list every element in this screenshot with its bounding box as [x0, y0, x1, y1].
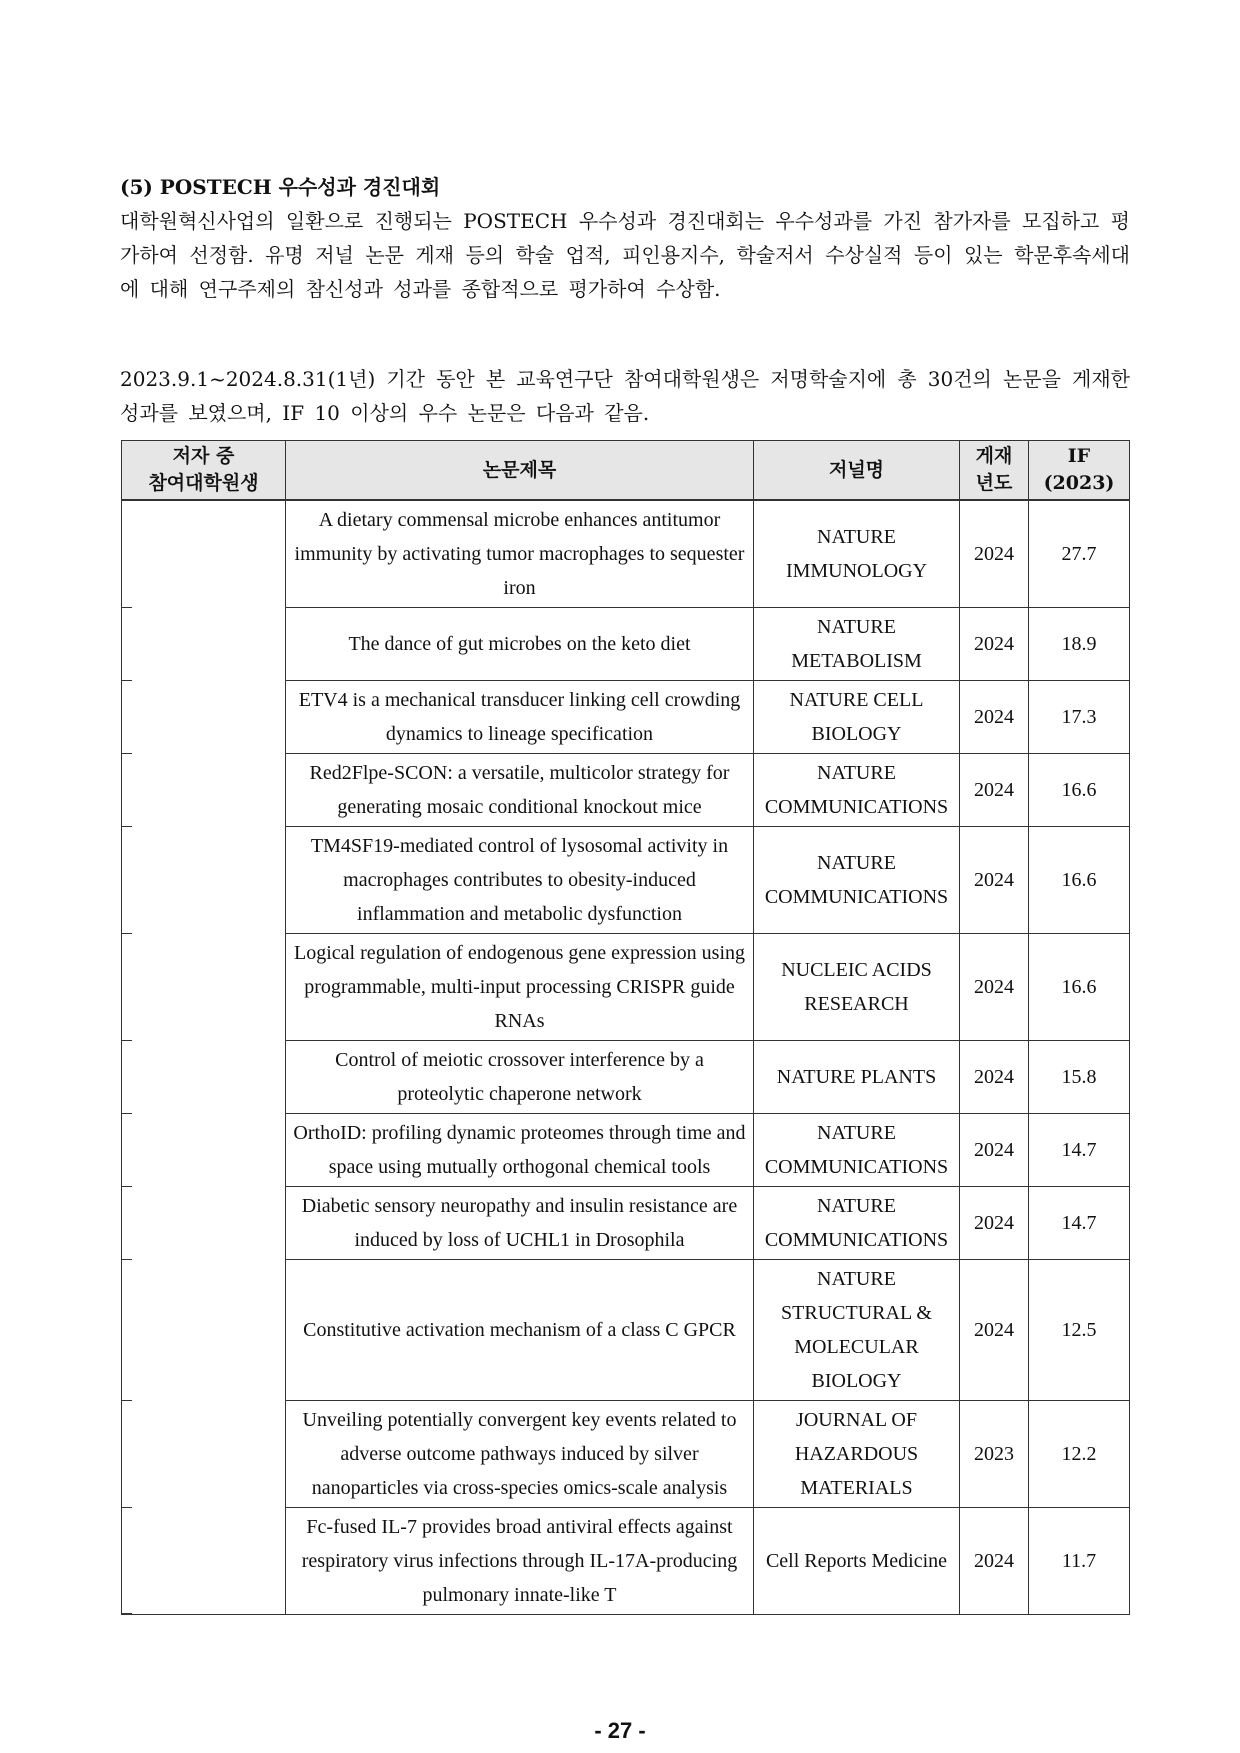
cell-author — [122, 1260, 286, 1401]
cell-journal: NATURE METABOLISM — [754, 608, 960, 681]
cell-title: Diabetic sensory neuropathy and insulin resistance are induced by loss of UCHL1 in Drosophila — [286, 1187, 754, 1260]
cell-journal: Cell Reports Medicine — [754, 1508, 960, 1615]
summary-paragraph: 2023.9.1~2024.8.31(1년) 기간 동안 본 교육연구단 참여대학원생은 저명학술지에 총 30건의 논문을 게재한 성과를 보였으며, IF 10 이상의 우수 논문은 다음과 같음. — [120, 367, 1130, 425]
cell-author — [122, 1508, 286, 1615]
header-author-line2: 참여대학원생 — [148, 472, 259, 494]
cell-year: 2024 — [960, 827, 1029, 934]
cell-journal: NATURE STRUCTURAL & MOLECULAR BIOLOGY — [754, 1260, 960, 1401]
cell-title: Constitutive activation mechanism of a class C GPCR — [286, 1260, 754, 1401]
cell-impact-factor: 11.7 — [1029, 1508, 1130, 1615]
cell-journal: NATURE IMMUNOLOGY — [754, 500, 960, 608]
cell-year: 2024 — [960, 608, 1029, 681]
row-separator-tick — [122, 1613, 132, 1614]
cell-journal: NATURE CELL BIOLOGY — [754, 681, 960, 754]
table-row — [122, 1401, 1130, 1508]
cell-impact-factor: 16.6 — [1029, 754, 1130, 827]
cell-title: Red2Flpe-SCON: a versatile, multicolor strategy for generating mosaic conditional knockout mice — [286, 754, 754, 827]
cell-impact-factor: 12.2 — [1029, 1401, 1130, 1508]
table-row — [122, 934, 1130, 1041]
cell-journal: NUCLEIC ACIDS RESEARCH — [754, 934, 960, 1041]
cell-author — [122, 1114, 286, 1187]
cell-year: 2023 — [960, 1401, 1029, 1508]
cell-year: 2024 — [960, 1187, 1029, 1260]
cell-title: OrthoID: profiling dynamic proteomes through time and space using mutually orthogonal chemical tools — [286, 1114, 754, 1187]
cell-author — [122, 1041, 286, 1114]
cell-author — [122, 1401, 286, 1508]
cell-journal: NATURE COMMUNICATIONS — [754, 1187, 960, 1260]
papers-table — [121, 440, 1130, 1615]
table-row — [122, 1041, 1130, 1114]
header-author — [122, 441, 286, 501]
table-body — [122, 500, 1130, 1615]
cell-impact-factor: 18.9 — [1029, 608, 1130, 681]
cell-author — [122, 827, 286, 934]
cell-title: Fc-fused IL-7 provides broad antiviral effects against respiratory virus infections through IL-17A-producing pulmonary innate-like T — [286, 1508, 754, 1615]
cell-title: The dance of gut microbes on the keto diet — [286, 608, 754, 681]
cell-year: 2024 — [960, 1114, 1029, 1187]
cell-impact-factor: 14.7 — [1029, 1114, 1130, 1187]
cell-author — [122, 754, 286, 827]
header-year — [960, 441, 1029, 501]
section-heading: (5) POSTECH 우수성과 경진대회 — [120, 175, 441, 199]
cell-year: 2024 — [960, 1260, 1029, 1401]
header-year-line2: 년도 — [975, 472, 1013, 494]
table-row — [122, 754, 1130, 827]
table-row — [122, 1260, 1130, 1401]
cell-impact-factor: 12.5 — [1029, 1260, 1130, 1401]
table-row — [122, 1187, 1130, 1260]
cell-impact-factor: 27.7 — [1029, 500, 1130, 608]
cell-impact-factor: 17.3 — [1029, 681, 1130, 754]
cell-year: 2024 — [960, 1508, 1029, 1615]
table-row — [122, 500, 1130, 608]
cell-title: Logical regulation of endogenous gene expression using programmable, multi-input processing CRISPR guide RNAs — [286, 934, 754, 1041]
cell-author — [122, 608, 286, 681]
cell-journal: NATURE COMMUNICATIONS — [754, 827, 960, 934]
table-row — [122, 1508, 1130, 1615]
table-row — [122, 608, 1130, 681]
cell-title: ETV4 is a mechanical transducer linking cell crowding dynamics to lineage specification — [286, 681, 754, 754]
table-header-row — [122, 441, 1130, 501]
header-author-line1: 저자 중 — [172, 445, 235, 467]
header-journal: 저널명 — [754, 441, 960, 501]
header-if-line2: (2023) — [1043, 472, 1115, 494]
cell-title: TM4SF19-mediated control of lysosomal activity in macrophages contributes to obesity-induced inflammation and metabolic dysfunction — [286, 827, 754, 934]
cell-impact-factor: 14.7 — [1029, 1187, 1130, 1260]
cell-impact-factor: 16.6 — [1029, 934, 1130, 1041]
table-row — [122, 1114, 1130, 1187]
cell-author — [122, 934, 286, 1041]
cell-year: 2024 — [960, 1041, 1029, 1114]
cell-journal: NATURE COMMUNICATIONS — [754, 754, 960, 827]
header-if-line1: IF — [1067, 445, 1091, 467]
cell-title: A dietary commensal microbe enhances antitumor immunity by activating tumor macrophages to sequester iron — [286, 500, 754, 608]
cell-author — [122, 1187, 286, 1260]
page-number: - 27 - — [594, 1718, 646, 1743]
table-row — [122, 681, 1130, 754]
intro-paragraph: 대학원혁신사업의 일환으로 진행되는 POSTECH 우수성과 경진대회는 우수성과를 가진 참가자를 모집하고 평가하여 선정함. 유명 저널 논문 게재 등의 학술 업적, 피인용지수, 학술저서 수상실적 등이 있는 학문후속세대에 대해 연구주제의 참신성과 성과를 종합적으로 평가하여 수상함. — [120, 209, 1130, 301]
cell-title: Unveiling potentially convergent key events related to adverse outcome pathways induced by silver nanoparticles via cross-species omics-scale analysis — [286, 1401, 754, 1508]
cell-title: Control of meiotic crossover interference by a proteolytic chaperone network — [286, 1041, 754, 1114]
cell-impact-factor: 16.6 — [1029, 827, 1130, 934]
cell-journal: NATURE COMMUNICATIONS — [754, 1114, 960, 1187]
cell-author — [122, 681, 286, 754]
cell-year: 2024 — [960, 681, 1029, 754]
cell-journal: JOURNAL OF HAZARDOUS MATERIALS — [754, 1401, 960, 1508]
cell-year: 2024 — [960, 934, 1029, 1041]
table-row — [122, 827, 1130, 934]
cell-year: 2024 — [960, 500, 1029, 608]
header-title: 논문제목 — [286, 441, 754, 501]
cell-year: 2024 — [960, 754, 1029, 827]
header-if — [1029, 441, 1130, 501]
cell-impact-factor: 15.8 — [1029, 1041, 1130, 1114]
cell-author — [122, 500, 286, 608]
cell-journal: NATURE PLANTS — [754, 1041, 960, 1114]
header-year-line1: 게재 — [975, 445, 1013, 467]
